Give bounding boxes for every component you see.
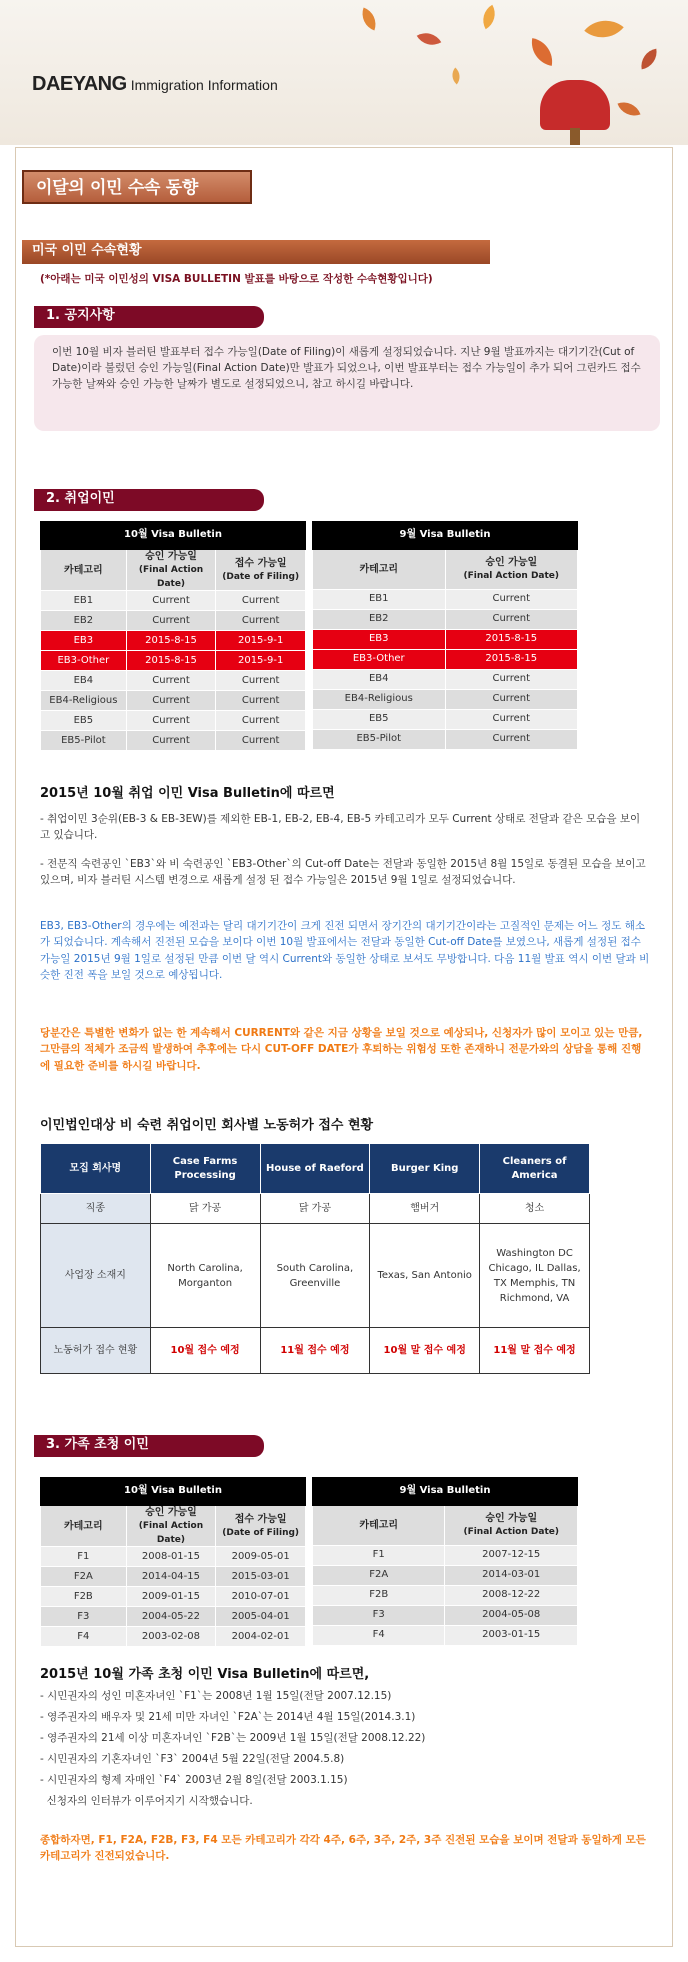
cell: 2008-12-22 xyxy=(445,1586,578,1606)
table-row xyxy=(313,670,578,690)
col-final-sub: (Final Action Date) xyxy=(463,571,560,582)
col-final-sub: (Final Action Date) xyxy=(138,1521,204,1545)
table-caption: 10월 Visa Bulletin xyxy=(41,1478,306,1506)
col-filing-sub: (Date of Filing) xyxy=(222,571,300,582)
table-row xyxy=(41,591,306,611)
cell: EB3-Other xyxy=(41,651,127,671)
col-final-label: 승인 가능일 xyxy=(485,557,538,569)
cell: 닭 가공 xyxy=(150,1194,260,1224)
cell: F1 xyxy=(41,1547,127,1567)
cell: Current xyxy=(216,591,306,611)
cell: 청소 xyxy=(480,1194,590,1224)
cell: EB3 xyxy=(313,630,446,650)
cell: 2015-8-15 xyxy=(126,651,216,671)
col-category: 카테고리 xyxy=(41,1506,127,1547)
cell: Current xyxy=(126,691,216,711)
table-row xyxy=(313,1546,578,1566)
cell: 11월 접수 예정 xyxy=(260,1328,370,1374)
table-row xyxy=(313,1586,578,1606)
cell: 2007-12-15 xyxy=(445,1546,578,1566)
cell: EB1 xyxy=(313,590,446,610)
row-label: 직종 xyxy=(41,1194,151,1224)
cell: 2004-05-08 xyxy=(445,1606,578,1626)
maple-leaf-icon xyxy=(448,68,465,85)
table-row xyxy=(41,611,306,631)
table-row xyxy=(41,731,306,751)
cell: EB1 xyxy=(41,591,127,611)
maple-leaf-icon xyxy=(357,7,380,30)
source-note: (*아래는 미국 이민성의 VISA BULLETIN 발표를 바탕으로 작성한 수속현황입니다) xyxy=(40,273,433,285)
family-line-4: - 시민권자의 기혼자녀인 `F3` 2004년 5월 22일(전달 2004.5.8) xyxy=(40,1753,345,1765)
employment-blue-paragraph: EB3, EB3-Other의 경우에는 예전과는 달리 대기기간이 크게 진전 되면서 장기간의 대기기간이라는 고질적인 문제는 어느 정도 해소가 되었습니다. 계속해서 진전된 모습을 보이다 이번 10월 발표에서는 전달과 동일한 Cut-off Date를 보였으나, 새롭게 설정된 접수 가능일 2015년 9월 1일로 설정된 만큼 이번 달 역시 Current와 동일한 상태로 보셔도 무방합니다. 다음 11월 발표 역시 이번 달과 비슷한 진전 폭을 보일 것으로 예상됩니다. xyxy=(40,920,650,981)
table-row xyxy=(313,650,578,670)
maple-leaf-icon xyxy=(639,49,660,70)
table-row xyxy=(313,1606,578,1626)
maple-leaf-icon xyxy=(617,97,640,120)
cell: EB3 xyxy=(41,631,127,651)
col-filing xyxy=(216,550,306,591)
cell: Current xyxy=(126,671,216,691)
cell: 2003-02-08 xyxy=(126,1627,216,1647)
cell: 2004-05-22 xyxy=(126,1607,216,1627)
table-row xyxy=(41,1194,590,1224)
cell: F2A xyxy=(313,1566,445,1586)
family-analysis-title: 2015년 10월 가족 초청 이민 Visa Bulletin에 따르면, xyxy=(40,1667,370,1682)
notice-box: 이번 10월 비자 블러틴 발표부터 접수 가능일(Date of Filing)이 새롭게 설정되었습니다. 지난 9월 발표까지는 대기기간(Cut of Date)이라 불렀던 승인 가능일(Final Action Date)만 발표가 되었으나, 이번 발표부터는 접수 가능일이 추가 되어 그린카드 접수 가능한 날짜와 승인 가능한 날짜가 별도로 설정되었으니, 참고 하시길 바랍니다. xyxy=(34,335,660,431)
table-row xyxy=(41,671,306,691)
col-final-action xyxy=(445,1506,578,1546)
cell: EB4-Religious xyxy=(41,691,127,711)
employment-oct-table xyxy=(40,521,306,751)
cell: 2014-04-15 xyxy=(126,1567,216,1587)
table-row xyxy=(41,631,306,651)
table-caption: 10월 Visa Bulletin xyxy=(41,522,306,550)
cell: EB4 xyxy=(313,670,446,690)
cell: 2004-02-01 xyxy=(216,1627,306,1647)
family-sep-table xyxy=(312,1477,578,1646)
employment-bullet-2: - 전문직 숙련공인 `EB3`와 비 숙련공인 `EB3-Other`의 Cut-off Date는 전달과 동일한 2015년 8월 15일로 동결된 모습을 보이고 있으며, 비자 블러틴 시스템 변경으로 새롭게 설정 된 접수 가능일은 2015년 9월 1일로 설정되었습니다. xyxy=(40,858,646,887)
cell: F2B xyxy=(41,1587,127,1607)
table-caption: 9월 Visa Bulletin xyxy=(313,1478,578,1506)
cell: F4 xyxy=(313,1626,445,1646)
mailbox-post xyxy=(570,128,580,145)
cell: EB3-Other xyxy=(313,650,446,670)
cell: South Carolina, Greenville xyxy=(260,1224,370,1328)
col-category: 카테고리 xyxy=(313,550,446,590)
cell: 2010-07-01 xyxy=(216,1587,306,1607)
cell: F4 xyxy=(41,1627,127,1647)
employment-bullet-1: - 취업이민 3순위(EB-3 & EB-3EW)를 제외한 EB-1, EB-2, EB-4, EB-5 카테고리가 모두 Current 상태로 전달과 같은 모습을 보이고 있습니다. xyxy=(40,813,641,842)
company-name: Cleaners of America xyxy=(480,1144,590,1194)
cell: 2009-05-01 xyxy=(216,1547,306,1567)
cell: 햄버거 xyxy=(370,1194,480,1224)
brand-subtitle: Immigration Information xyxy=(130,77,278,93)
col-final-action xyxy=(445,550,577,590)
table-row xyxy=(313,630,578,650)
col-final-label: 승인 가능일 xyxy=(485,1513,538,1525)
cell: Current xyxy=(445,670,577,690)
table-row xyxy=(313,730,578,750)
notice-heading: 1. 공지사항 xyxy=(34,306,264,328)
cell: EB2 xyxy=(313,610,446,630)
table-row xyxy=(41,1607,306,1627)
employment-sep-table xyxy=(312,521,578,750)
table-row xyxy=(41,691,306,711)
table-row xyxy=(41,651,306,671)
cell: 2015-8-15 xyxy=(126,631,216,651)
table-row xyxy=(41,1627,306,1647)
cell: EB5 xyxy=(41,711,127,731)
cell: Current xyxy=(216,691,306,711)
col-category: 카테고리 xyxy=(313,1506,445,1546)
cell: EB5-Pilot xyxy=(313,730,446,750)
companies-table xyxy=(40,1143,590,1374)
employment-heading: 2. 취업이민 xyxy=(34,489,264,511)
cell: F1 xyxy=(313,1546,445,1566)
companies-title: 이민법인대상 비 숙련 취업이민 회사별 노동허가 접수 현황 xyxy=(40,1118,374,1133)
row-label: 노동허가 접수 현황 xyxy=(41,1328,151,1374)
cell: Current xyxy=(126,591,216,611)
table-row xyxy=(41,711,306,731)
cell: 2015-03-01 xyxy=(216,1567,306,1587)
cell: EB4-Religious xyxy=(313,690,446,710)
col-final-label: 승인 가능일 xyxy=(145,1507,197,1518)
cell: 10월 접수 예정 xyxy=(150,1328,260,1374)
cell: F2A xyxy=(41,1567,127,1587)
row-label: 사업장 소재지 xyxy=(41,1224,151,1328)
employment-orange-paragraph: 당분간은 특별한 변화가 없는 한 계속해서 CURRENT와 같은 지금 상황을 보일 것으로 예상되나, 신청자가 많이 모이고 있는 만큼, 그만큼의 적체가 조금씩 발생하여 추후에는 다시 CUT-OFF DATE가 후퇴하는 위험성 또한 존재하니 전문가와의 상담을 통해 진행에 필요한 준비를 하시길 바랍니다. xyxy=(40,1027,643,1072)
cell: 2015-9-1 xyxy=(216,651,306,671)
family-line-5: - 시민권자의 형제 자매인 `F4` 2003년 2월 8일(전달 2003.1.15) xyxy=(40,1774,348,1786)
table-row xyxy=(41,1587,306,1607)
table-row xyxy=(313,590,578,610)
cell: Current xyxy=(445,690,577,710)
cell: Current xyxy=(216,611,306,631)
maple-leaf-icon xyxy=(477,5,502,30)
family-line-2: - 영주권자의 배우자 및 21세 미만 자녀인 `F2A`는 2014년 4월 15일(2014.3.1) xyxy=(40,1711,416,1723)
cell: Current xyxy=(126,611,216,631)
cell: EB4 xyxy=(41,671,127,691)
cell: 2008-01-15 xyxy=(126,1547,216,1567)
cell: 2015-8-15 xyxy=(445,650,577,670)
family-heading: 3. 가족 초청 이민 xyxy=(34,1435,264,1457)
col-final-action xyxy=(126,1506,216,1547)
family-line-3: - 영주권자의 21세 이상 미혼자녀인 `F2B`는 2009년 1월 15일(전달 2008.12.22) xyxy=(40,1732,426,1744)
header-banner xyxy=(0,0,688,145)
cell: EB5 xyxy=(313,710,446,730)
mailbox-icon xyxy=(540,80,610,130)
employment-analysis-title: 2015년 10월 취업 이민 Visa Bulletin에 따르면 xyxy=(40,786,335,801)
col-category: 카테고리 xyxy=(41,550,127,591)
cell: 10월 말 접수 예정 xyxy=(370,1328,480,1374)
cell: F3 xyxy=(313,1606,445,1626)
cell: Current xyxy=(216,731,306,751)
cell: Current xyxy=(126,731,216,751)
table-row xyxy=(313,690,578,710)
cell: Current xyxy=(216,671,306,691)
table-row xyxy=(313,610,578,630)
table-row xyxy=(313,1626,578,1646)
cell: 2014-03-01 xyxy=(445,1566,578,1586)
col-final-sub: (Final Action Date) xyxy=(463,1527,559,1538)
brand-name: DAEYANG xyxy=(32,73,127,95)
col-filing xyxy=(216,1506,306,1547)
maple-leaf-icon xyxy=(528,38,556,66)
cell: 2009-01-15 xyxy=(126,1587,216,1607)
cell: Current xyxy=(126,711,216,731)
cell: Current xyxy=(445,590,577,610)
cell: 2003-01-15 xyxy=(445,1626,578,1646)
cell: F3 xyxy=(41,1607,127,1627)
table-caption: 9월 Visa Bulletin xyxy=(313,522,578,550)
company-name: Burger King xyxy=(370,1144,480,1194)
cell: Current xyxy=(216,711,306,731)
cell: Texas, San Antonio xyxy=(370,1224,480,1328)
page-title: 이달의 이민 수속 동향 xyxy=(22,170,252,204)
brand-logo xyxy=(32,70,278,99)
cell: 2005-04-01 xyxy=(216,1607,306,1627)
section-title: 미국 이민 수속현황 xyxy=(22,240,490,264)
table-row xyxy=(41,1328,590,1374)
company-name: House of Raeford xyxy=(260,1144,370,1194)
family-line-6: 신청자의 인터뷰가 이루어지기 시작했습니다. xyxy=(40,1795,253,1807)
col-company: 모집 회사명 xyxy=(41,1144,151,1194)
cell: Current xyxy=(445,610,577,630)
cell: F2B xyxy=(313,1586,445,1606)
col-final-label: 승인 가능일 xyxy=(145,551,197,562)
col-final-action xyxy=(126,550,216,591)
table-row xyxy=(41,1224,590,1328)
family-line-1: - 시민권자의 성인 미혼자녀인 `F1`는 2008년 1월 15일(전달 2007.12.15) xyxy=(40,1690,392,1702)
table-row xyxy=(313,710,578,730)
table-row xyxy=(41,1567,306,1587)
family-summary: 종합하자면, F1, F2A, F2B, F3, F4 모든 카테고리가 각각 4주, 6주, 3주, 2주, 3주 진전된 모습을 보이며 전달과 동일하게 모든 카테고리가 진전되었습니다. xyxy=(40,1834,646,1863)
cell: 11월 말 접수 예정 xyxy=(480,1328,590,1374)
cell: Current xyxy=(445,710,577,730)
col-filing-label: 접수 가능일 xyxy=(234,1513,287,1525)
col-filing-sub: (Date of Filing) xyxy=(222,1527,300,1538)
cell: 닭 가공 xyxy=(260,1194,370,1224)
company-name: Case Farms Processing xyxy=(150,1144,260,1194)
cell: North Carolina, Morganton xyxy=(150,1224,260,1328)
cell: Washington DC Chicago, IL Dallas, TX Memphis, TN Richmond, VA xyxy=(480,1224,590,1328)
col-filing-label: 접수 가능일 xyxy=(234,557,287,569)
maple-leaf-icon xyxy=(584,9,623,48)
cell: 2015-8-15 xyxy=(445,630,577,650)
cell: EB2 xyxy=(41,611,127,631)
table-row xyxy=(41,1547,306,1567)
cell: 2015-9-1 xyxy=(216,631,306,651)
table-row xyxy=(313,1566,578,1586)
cell: Current xyxy=(445,730,577,750)
cell: EB5-Pilot xyxy=(41,731,127,751)
family-oct-table xyxy=(40,1477,306,1647)
maple-leaf-icon xyxy=(417,27,442,52)
col-final-sub: (Final Action Date) xyxy=(138,565,204,589)
